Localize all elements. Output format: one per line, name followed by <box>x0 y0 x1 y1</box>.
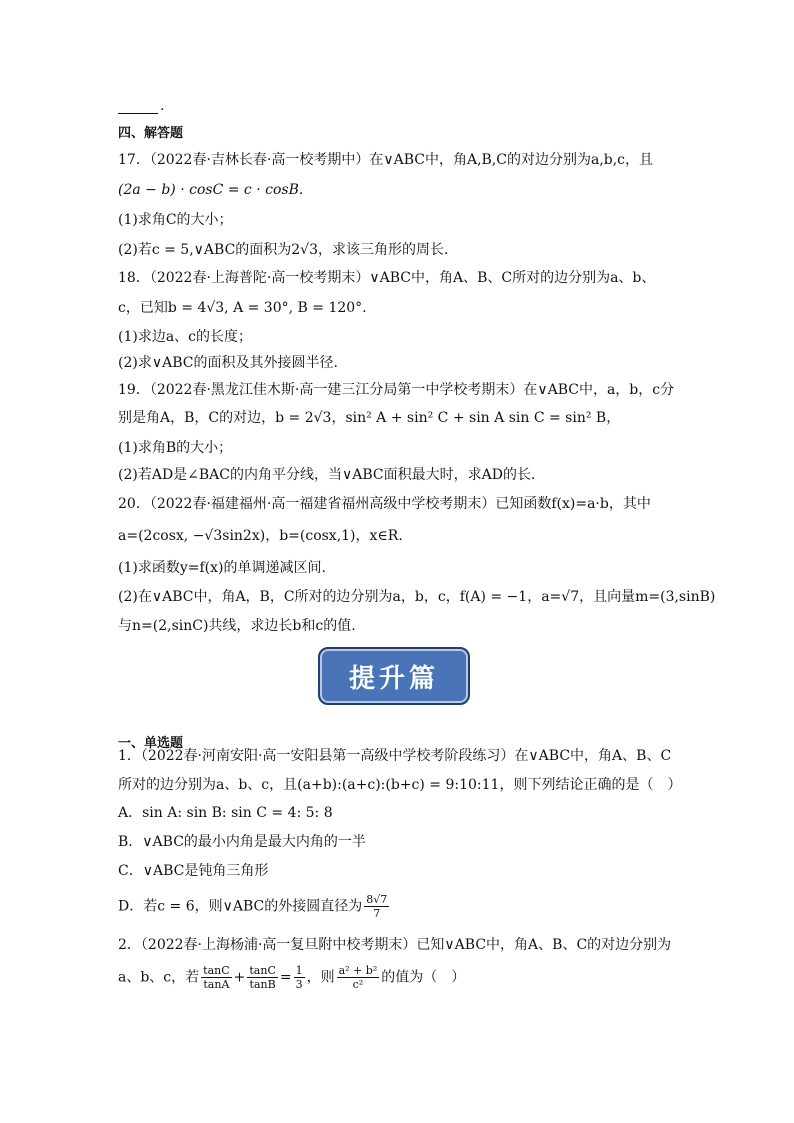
answer-blank <box>118 103 158 114</box>
q1-option-d-fraction <box>364 893 389 920</box>
q1-line1: 1．（2022春·河南安阳·高一安阳县第一高级中学校考阶段练习）在∨ABC中，角A、B、C <box>118 748 672 764</box>
q17-line2: (2a − b) · cosC = c · cosB. <box>118 182 304 198</box>
q20-part2b: 与n=(2,sinC)共线，求边长b和c的值. <box>118 618 356 634</box>
q2-mid: ，则 <box>306 969 335 986</box>
q1-option-d-text: D．若c = 6，则∨ABC的外接圆直径为 <box>118 898 363 915</box>
q19-part1: (1)求角B的大小； <box>118 440 233 456</box>
q18-line2: c，已知b = 4√3, A = 30°, B = 120°. <box>118 300 367 316</box>
q2-line1: 2．（2022春·上海杨浦·高一复旦附中校考期末）已知∨ABC中，角A、B、C的对边分别为 <box>118 937 672 953</box>
q2-fraction-3 <box>294 964 305 991</box>
q18-part1: (1)求边a、c的长度； <box>118 329 253 345</box>
q2-plus: + <box>233 969 246 986</box>
q18-line1: 18．（2022春·上海普陀·高一校考期末）∨ABC中，角A、B、C所对的边分别为a、b、 <box>118 270 656 286</box>
q1-option-b: B．∨ABC的最小内角是最大内角的一半 <box>118 834 366 850</box>
q2-fraction-2 <box>247 964 277 991</box>
q1-line2: 所对的边分别为a、b、c，且(a+b):(a+c):(b+c) = 9:10:11，则下列结论正确的是（ ） <box>118 777 682 793</box>
advanced-section-banner <box>318 647 470 705</box>
q19-line2: 别是角A，B，C的对边，b = 2√3，sin² A + sin² C + sin A sin C = sin² B， <box>118 410 621 426</box>
q2-line2 <box>118 964 465 991</box>
q2-line2-prefix: a、b、c，若 <box>118 969 200 986</box>
fraction-denominator: tanA <box>203 978 230 991</box>
q2-equals: = <box>279 969 292 986</box>
fraction-numerator: 8√7 <box>366 893 388 906</box>
q1-option-a: A．sin A: sin B: sin C = 4: 5: 8 <box>118 805 333 821</box>
fraction-numerator: a² + b² <box>338 964 378 977</box>
q1-option-c: C．∨ABC是钝角三角形 <box>118 863 269 879</box>
fraction-denominator: tanB <box>249 978 276 991</box>
fraction-numerator: 1 <box>295 964 303 977</box>
q2-fraction-4 <box>337 964 380 991</box>
section-title-single-choice: 一、单选题 <box>118 736 184 751</box>
q19-line1: 19．（2022春·黑龙江佳木斯·高一建三江分局第一中学校考期末）在∨ABC中，a，b，c分 <box>118 382 675 398</box>
fraction-denominator: 7 <box>373 907 381 920</box>
q18-part2: (2)求∨ABC的面积及其外接圆半径. <box>118 355 338 371</box>
fraction-numerator: tanC <box>249 964 276 977</box>
q20-part2a: (2)在∨ABC中，角A，B，C所对的边分别为a，b，c，f(A) = −1，a=√7，且向量m=(3,sinB) <box>118 589 716 605</box>
q17-part2: (2)若c = 5,∨ABC的面积为2√3，求该三角形的周长. <box>118 242 449 258</box>
q19-part2: (2)若AD是∠BAC的内角平分线，当∨ABC面积最大时，求AD的长． <box>118 467 545 483</box>
fraction-denominator: c² <box>352 978 364 991</box>
q2-suffix: 的值为（ ） <box>381 969 466 986</box>
fraction-denominator: 3 <box>295 978 303 991</box>
q20-part1: (1)求函数y=f(x)的单调递减区间. <box>118 560 326 576</box>
q2-fraction-1 <box>201 964 231 991</box>
q20-line1: 20．（2022春·福建福州·高一福建省福州高级中学校考期末）已知函数f(x)=a·b，其中 <box>118 496 651 512</box>
q17-line1: 17．（2022春·吉林长春·高一校考期中）在∨ABC中，角A,B,C的对边分别为a,b,c，且 <box>118 152 654 168</box>
section-title-solve: 四、解答题 <box>118 126 184 141</box>
q1-option-d <box>118 893 391 920</box>
q20-line2: a=(2cosx, −√3sin2x)，b=(cosx,1)，x∈R. <box>118 528 403 544</box>
banner-label: 提升篇 <box>348 663 439 694</box>
fraction-numerator: tanC <box>203 964 230 977</box>
blank-period: . <box>160 98 165 114</box>
q17-part1: (1)求角C的大小； <box>118 212 233 228</box>
